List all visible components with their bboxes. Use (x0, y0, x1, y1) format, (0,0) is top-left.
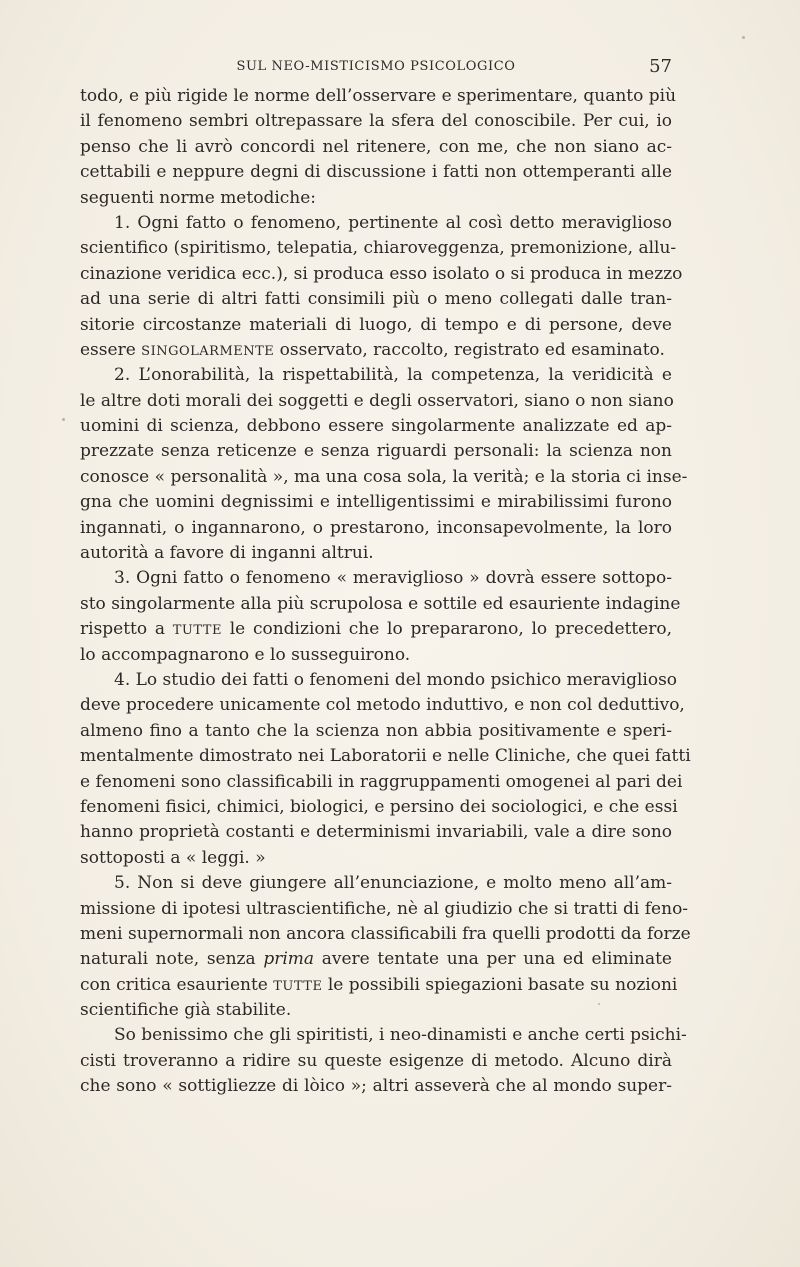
page-number: 57 (649, 56, 672, 77)
running-title: SUL NEO-MISTICISMO PSICOLOGICO (236, 59, 516, 74)
text-segment: le condizioni che lo prepararono, lo precedettero, (221, 619, 672, 640)
text-line: fenomeni fisici, chimici, biologici, e persino dei sociologici, e che essi (80, 796, 678, 817)
text-segment: con critica esauriente (80, 974, 274, 995)
text-line: ad una serie di altri fatti consimili più o meno collegati dalle tran- (80, 289, 672, 310)
text-line: 3. Ogni fatto o fenomeno « meraviglioso » dovrà essere sottopo- (114, 568, 672, 589)
italic-text: prima (263, 949, 315, 970)
text-line: conosce « personalità », ma una cosa sola, la verità; e la storia ci inse- (80, 466, 688, 487)
text-line: cinazione veridica ecc.), si produca esso isolato o si produca in mezzo (80, 263, 683, 284)
text-line: 2. L’onorabilità, la rispettabilità, la competenza, la veridicità e (114, 365, 672, 386)
text-line: sitorie circostanze materiali di luogo, di tempo e di persone, deve (80, 314, 672, 335)
text-line: scientifico (spiritismo, telepatia, chiaroveggenza, premonizione, allu- (80, 238, 677, 259)
text-segment: essere (80, 339, 142, 360)
small-caps-text: TUTTE (273, 978, 323, 994)
text-line: uomini di scienza, debbono essere singolarmente analizzate ed ap- (80, 416, 672, 437)
text-line (80, 338, 672, 363)
text-line: seguenti norme metodiche: (80, 187, 317, 208)
text-line: lo accompagnarono e lo susseguirono. (80, 644, 411, 665)
text-line: deve procedere unicamente col metodo induttivo, e non col deduttivo, (80, 695, 685, 716)
small-caps-text: TUTTE (172, 623, 222, 639)
paper-speck (598, 1003, 600, 1005)
text-line: 5. Non si deve giungere all’enunciazione, e molto meno all’am- (114, 873, 672, 894)
text-line (80, 947, 672, 972)
text-line: che sono « sottigliezze di lòico »; altri asseverà che al mondo super- (80, 1076, 672, 1097)
paper-speck (742, 36, 745, 39)
text-line: ingannati, o ingannarono, o prestarono, inconsapevolmente, la loro (80, 517, 672, 538)
page-header (80, 56, 672, 82)
text-line: almeno fino a tanto che la scienza non abbia positivamente e speri- (80, 720, 672, 741)
text-line: 1. Ogni fatto o fenomeno, pertinente al così detto meraviglioso (114, 212, 672, 233)
text-line (80, 973, 678, 998)
text-line: scientifiche già stabilite. (80, 1000, 292, 1021)
text-line: gna che uomini degnissimi e intelligentissimi e mirabilissimi furono (80, 492, 672, 513)
text-line: missione di ipotesi ultrascientifiche, nè al giudizio che si tratti di feno- (80, 898, 689, 919)
text-segment: naturali note, senza (80, 949, 264, 970)
text-segment: le possibili spiegazioni basate su nozioni (322, 974, 678, 995)
text-segment: osservato, raccolto, registrato ed esaminato. (274, 339, 665, 360)
text-segment: rispetto a (80, 619, 173, 640)
text-line: sto singolarmente alla più scrupolosa e sottile ed esauriente indagine (80, 593, 681, 614)
text-line: prezzate senza reticenze e senza riguardi personali: la scienza non (80, 441, 672, 462)
text-line: penso che li avrò concordi nel ritenere, con me, che non siano ac- (80, 136, 672, 157)
body-text (80, 84, 691, 1100)
text-segment: avere tentate una per una ed eliminate (314, 949, 672, 970)
text-line: il fenomeno sembri oltrepassare la sfera del conoscibile. Per cui, io (80, 111, 672, 132)
text-line: mentalmente dimostrato nei Laboratorii e nelle Cliniche, che quei fatti (80, 746, 691, 767)
text-line: cettabili e neppure degni di discussione i fatti non ottemperanti alle (80, 162, 672, 183)
text-line: 4. Lo studio dei fatti o fenomeni del mondo psichico meraviglioso (114, 669, 678, 690)
text-line: autorità a favore di inganni altrui. (80, 543, 374, 564)
text-line: le altre doti morali dei soggetti e degli osservatori, siano o non siano (80, 390, 674, 411)
paper-speck (62, 418, 65, 421)
text-line: cisti troveranno a ridire su queste esigenze di metodo. Alcuno dirà (80, 1050, 672, 1071)
text-line: todo, e più rigide le norme dell’osservare e sperimentare, quanto più (80, 86, 677, 106)
text-line: meni supernormali non ancora classificabili fra quelli prodotti da forze (80, 923, 691, 944)
text-line (80, 617, 672, 642)
text-line: So benissimo che gli spiritisti, i neo-dinamisti e anche certi psichi- (114, 1025, 687, 1046)
small-caps-text: SINGOLARMENTE (141, 343, 275, 359)
text-line: sottoposti a « leggi. » (80, 847, 266, 868)
text-line: e fenomeni sono classificabili in raggruppamenti omogenei al pari dei (80, 771, 683, 792)
text-line: hanno proprietà costanti e determinismi invariabili, vale a dire sono (80, 822, 672, 843)
